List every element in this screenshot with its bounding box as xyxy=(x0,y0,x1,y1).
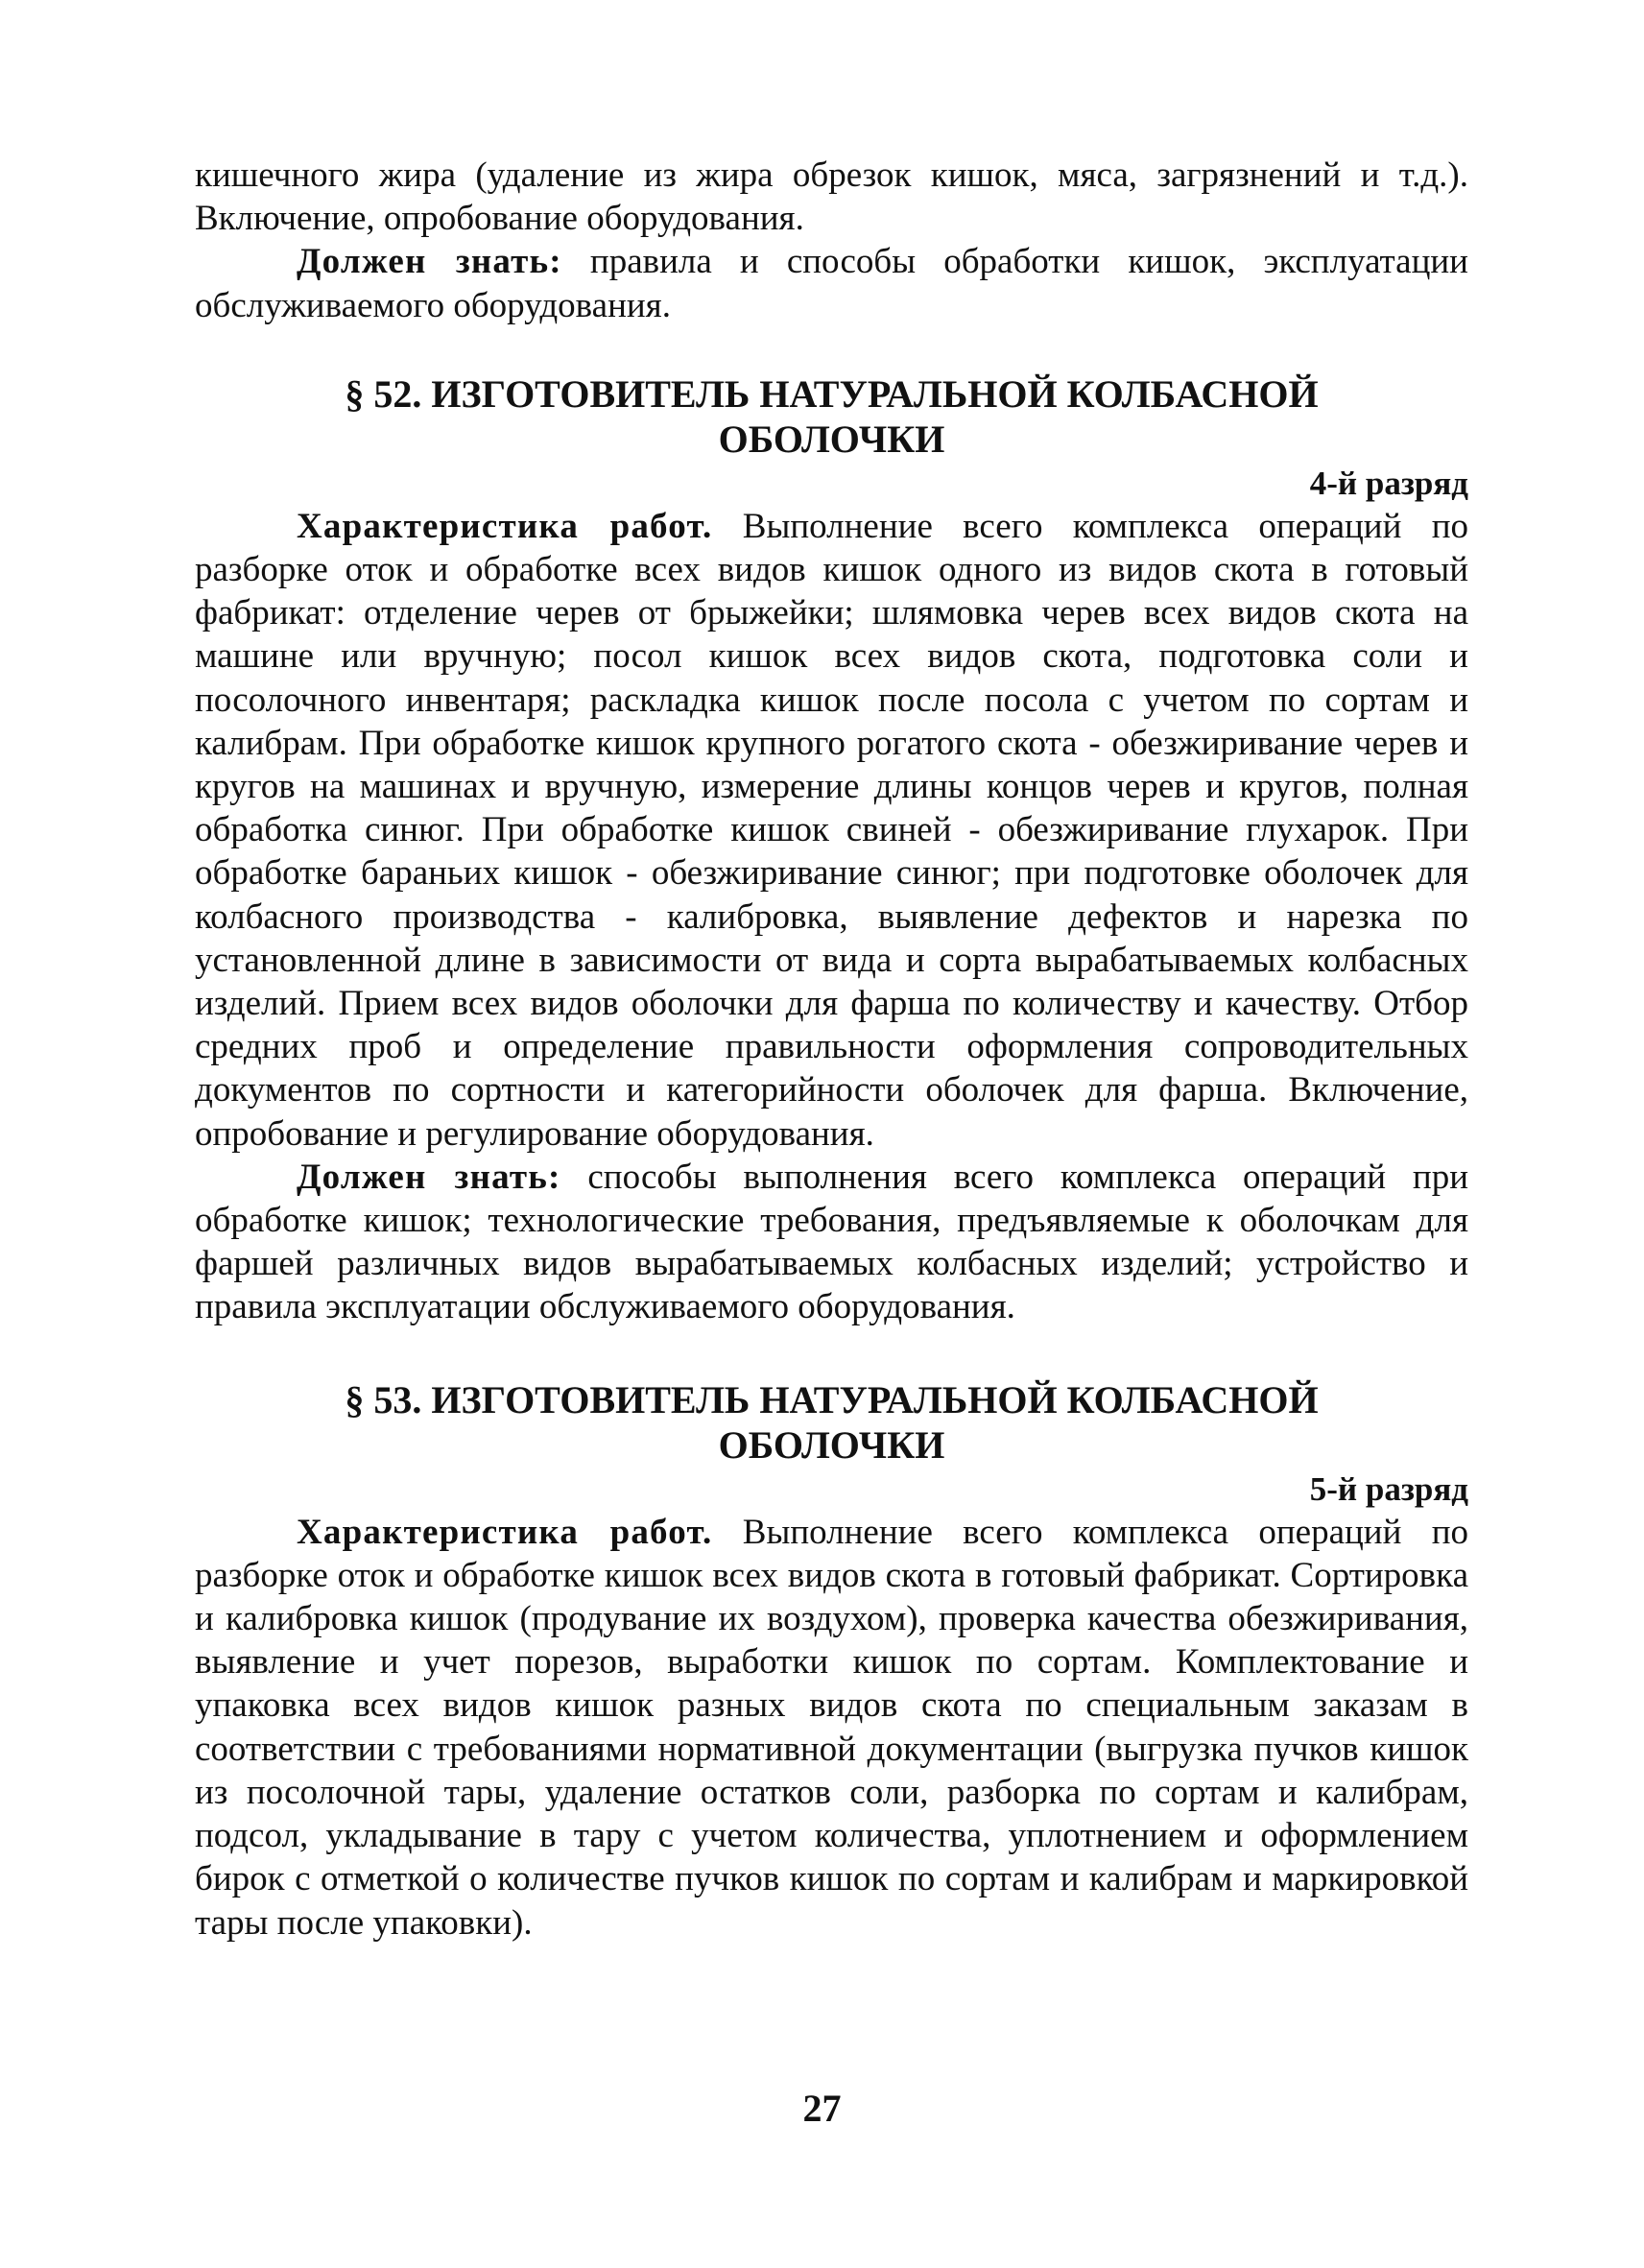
section-52-title xyxy=(195,371,1468,462)
spacer xyxy=(195,1329,1468,1377)
top-knowledge-text: правила и способы обработки кишок, эксплуатации обслуживаемого оборудования. xyxy=(195,242,1468,325)
section-52-grade: 4-й разряд xyxy=(1309,464,1468,502)
section-53-title-line2: ОБОЛОЧКИ xyxy=(718,1422,945,1467)
section-53-title xyxy=(195,1377,1468,1468)
section-52-knowledge-label: Должен знать: xyxy=(297,1157,561,1197)
top-knowledge-paragraph xyxy=(195,240,1468,326)
section-52-title-line2: ОБОЛОЧКИ xyxy=(718,417,945,461)
section-52-title-line1: § 52. ИЗГОТОВИТЕЛЬ НАТУРАЛЬНОЙ КОЛБАСНОЙ xyxy=(345,371,1319,416)
top-paragraph-text: кишечного жира (удаление из жира обрезок кишок, мяса, загрязнений и т.д.). Включение, опробование оборудования. xyxy=(195,155,1468,239)
spacer xyxy=(195,327,1468,371)
section-53-characteristics xyxy=(195,1511,1468,1945)
section-52-knowledge xyxy=(195,1156,1468,1329)
top-knowledge-label: Должен знать: xyxy=(297,242,562,282)
section-53-grade: 5-й разряд xyxy=(1309,1469,1468,1508)
section-53-characteristics-label: Характеристика работ. xyxy=(297,1512,713,1552)
section-52-knowledge-text: способы выполнения всего комплекса операций при обработке кишок; технологические требования, предъявляемые к оболочкам для фаршей различных видов вырабатываемых колбасных изделий; устройство и правила эксплуатации обслуживаемого оборудования. xyxy=(195,1157,1468,1327)
section-53-title-line1: § 53. ИЗГОТОВИТЕЛЬ НАТУРАЛЬНОЙ КОЛБАСНОЙ xyxy=(345,1377,1319,1421)
section-52-characteristics-text: Выполнение всего комплекса операций по разборке оток и обработке всех видов кишок одного из видов скота в готовый фабрикат: отделение черев от брыжейки; шлямовка черев всех видов скота на машине или вручную; посол кишок всех видов скота, подготовка соли и посолочного инвентаря; раскладка кишок после посола с учетом по сортам и калибрам. При обработке кишок крупного рогатого скота - обезжиривание черев и кругов на машинах и вручную, измерение длины концов черев и кругов, полная обработка синюг. При обработке кишок свиней - обезжиривание глухарок. При обработке бараньих кишок - обезжиривание синюг; при подготовке оболочек для колбасного производства - калибровка, выявление дефектов и нарезка по установленной длине в зависимости от вида и сорта вырабатываемых колбасных изделий. Прием всех видов оболочки для фарша по количеству и качеству. Отбор средних проб и определение правильности оформления сопроводительных документов по сортности и категорийности оболочек для фарша. Включение, опробование и регулирование оборудования. xyxy=(195,506,1468,1154)
page-content xyxy=(195,154,1468,1945)
section-52-characteristics-label: Характеристика работ. xyxy=(297,506,713,546)
top-paragraph xyxy=(195,154,1468,240)
section-53-characteristics-text: Выполнение всего комплекса операций по разборке оток и обработке кишок всех видов скота в готовый фабрикат. Сортировка и калибровка кишок (продувание их воздухом), проверка качества обезжиривания, выявление и учет порезов, выработки кишок по сортам. Комплектование и упаковка всех видов кишок разных видов скота по специальным заказам в соответствии с требованиями нормативной документации (выгрузка пучков кишок из посолочной тары, удаление остатков соли, разборка по сортам и калибрам, подсол, укладывание в тару с учетом количества, уплотнением и оформлением бирок с отметкой о количестве пучков кишок по сортам и калибрам и маркировкой тары после упаковки). xyxy=(195,1512,1468,1943)
page-number: 27 xyxy=(802,2087,842,2130)
section-52-characteristics xyxy=(195,505,1468,1156)
